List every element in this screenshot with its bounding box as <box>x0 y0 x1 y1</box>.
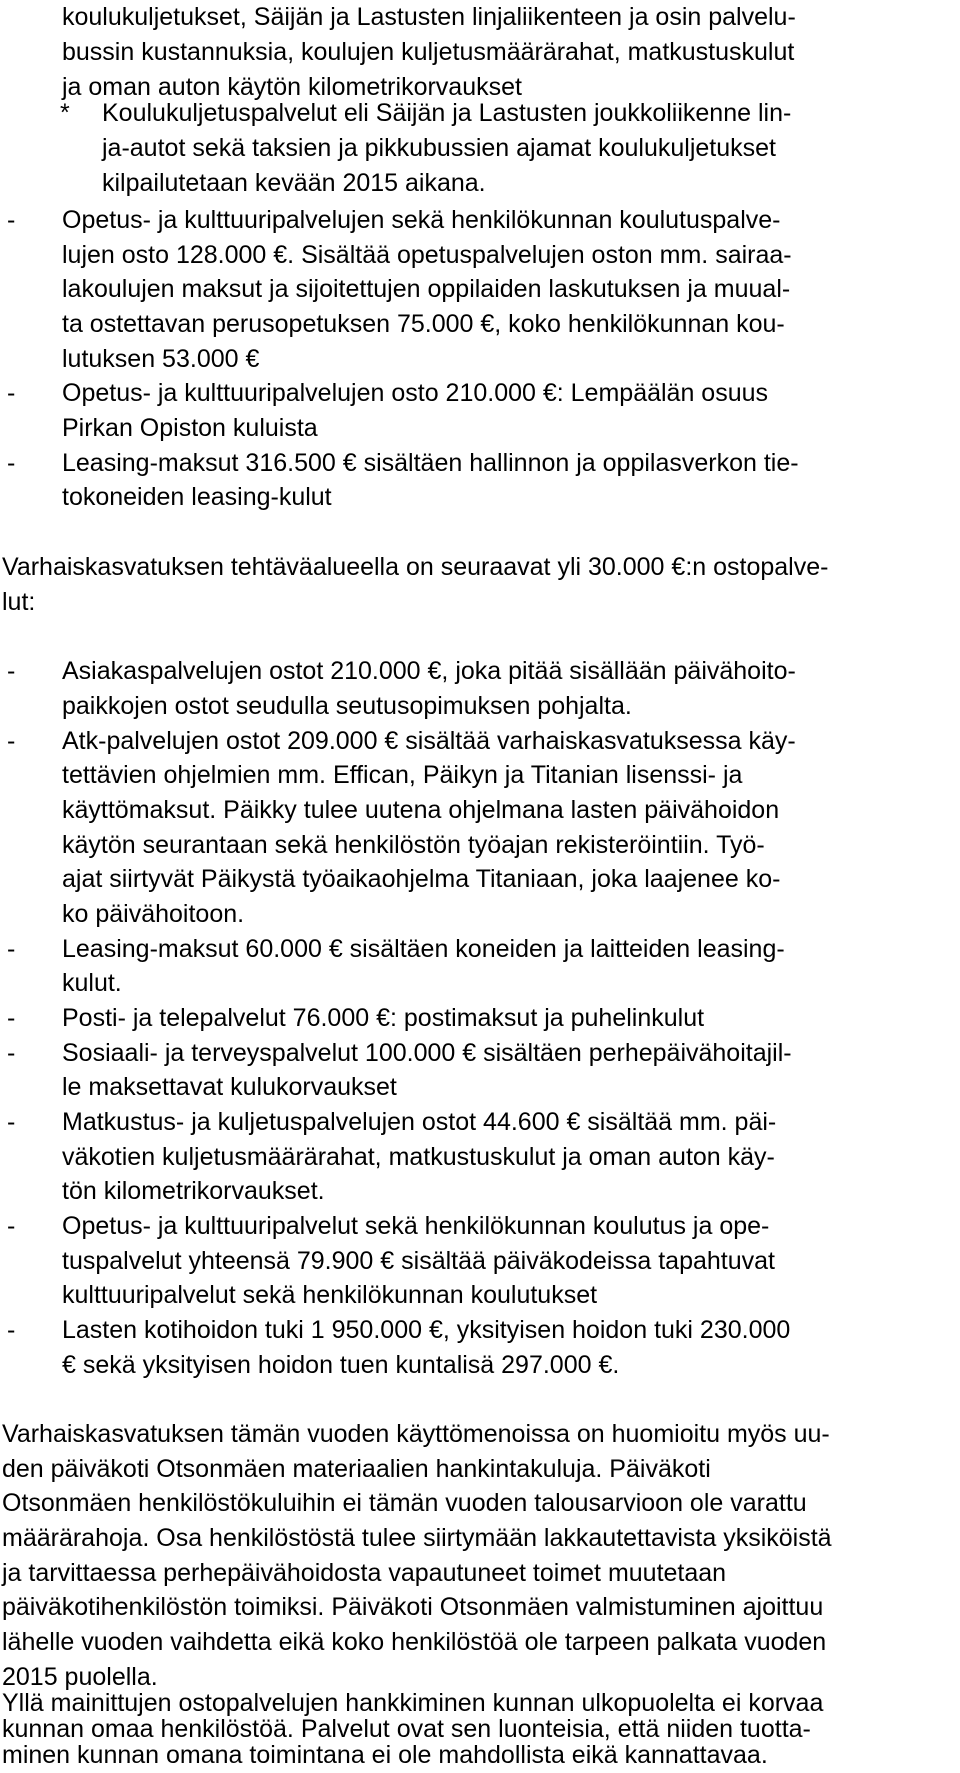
text-line: € sekä yksityisen hoidon tuen kuntalisä 297.000 €. <box>62 1351 620 1379</box>
text-line: tettävien ohjelmien mm. Effican, Päikyn ja Titanian lisenssi- ja <box>62 761 743 789</box>
text-line: lähelle vuoden vaihdetta eikä koko henkilöstöä ole tarpeen palkata vuoden <box>2 1628 827 1656</box>
dash-marker: - <box>7 1039 16 1067</box>
text-line: Pirkan Opiston kuluista <box>62 414 318 442</box>
dash-marker: - <box>7 1316 16 1344</box>
text-line: Opetus- ja kulttuuripalvelujen osto 210.000 €: Lempäälän osuus <box>62 379 769 407</box>
text-line: Matkustus- ja kuljetuspalvelujen ostot 44.600 € sisältää mm. päi- <box>62 1108 777 1136</box>
dash-marker: - <box>7 1212 16 1240</box>
text-line: paikkojen ostot seudulla seutusopimuksen pohjalta. <box>62 692 632 720</box>
text-line: Asiakaspalvelujen ostot 210.000 €, joka pitää sisällään päivähoito- <box>62 657 796 685</box>
text-line: Opetus- ja kulttuuripalvelut sekä henkilökunnan koulutus ja ope- <box>62 1212 770 1240</box>
text-line: Varhaiskasvatuksen tämän vuoden käyttömenoissa on huomioitu myös uu- <box>2 1420 830 1448</box>
text-line: käytön seurantaan sekä henkilöstön työajan rekisteröintiin. Työ- <box>62 831 765 859</box>
text-line: Opetus- ja kulttuuripalvelujen sekä henkilökunnan koulutuspalve- <box>62 206 781 234</box>
text-line: kulut. <box>62 969 122 997</box>
text-line: lut: <box>2 588 36 616</box>
text-line: Varhaiskasvatuksen tehtäväalueella on seuraavat yli 30.000 €:n ostopalve- <box>2 553 829 581</box>
text-line: Leasing-maksut 60.000 € sisältäen koneiden ja laitteiden leasing- <box>62 935 785 963</box>
text-line: lakoulujen maksut ja sijoitettujen oppilaiden laskutuksen ja muual- <box>62 275 791 303</box>
dash-marker: - <box>7 379 16 407</box>
text-line: ja oman auton käytön kilometrikorvaukset <box>62 73 522 101</box>
text-line: Yllä mainittujen ostopalvelujen hankkiminen kunnan ulkopuolelta ei korvaa <box>2 1689 824 1717</box>
text-line: bussin kustannuksia, koulujen kuljetusmäärärahat, matkustuskulut <box>62 38 795 66</box>
text-line: päiväkotihenkilöstön toimiksi. Päiväkoti Otsonmäen valmistuminen ajoittuu <box>2 1593 824 1621</box>
text-line: Lasten kotihoidon tuki 1 950.000 €, yksityisen hoidon tuki 230.000 <box>62 1316 791 1344</box>
text-line: den päiväkoti Otsonmäen materiaalien hankintakuluja. Päiväkoti <box>2 1455 711 1483</box>
dash-marker: - <box>7 206 16 234</box>
text-line: Leasing-maksut 316.500 € sisältäen hallinnon ja oppilasverkon tie- <box>62 449 799 477</box>
text-line: ajat siirtyvät Päikystä työaikaohjelma Titaniaan, joka laajenee ko- <box>62 865 781 893</box>
text-line: Otsonmäen henkilöstökuluihin ei tämän vuoden talousarvioon ole varattu <box>2 1489 807 1517</box>
text-line: kunnan omaa henkilöstöä. Palvelut ovat sen luonteisia, että niiden tuotta- <box>2 1715 811 1743</box>
text-line: 2015 puolella. <box>2 1663 158 1691</box>
text-line: le maksettavat kulukorvaukset <box>62 1073 397 1101</box>
text-line: koulukuljetukset, Säijän ja Lastusten linjaliikenteen ja osin palvelu- <box>62 3 796 31</box>
text-line: ko päivähoitoon. <box>62 900 245 928</box>
text-line: kulttuuripalvelut sekä henkilökunnan koulutukset <box>62 1281 598 1309</box>
dash-marker: - <box>7 935 16 963</box>
text-line: tön kilometrikorvaukset. <box>62 1177 325 1205</box>
asterisk-marker: * <box>60 99 70 127</box>
dash-marker: - <box>7 657 16 685</box>
dash-marker: - <box>7 727 16 755</box>
text-line: kilpailutetaan kevään 2015 aikana. <box>102 169 486 197</box>
text-line: lujen osto 128.000 €. Sisältää opetuspalvelujen oston mm. sairaa- <box>62 241 792 269</box>
text-line: ta ostettavan perusopetuksen 75.000 €, koko henkilökunnan kou- <box>62 310 785 338</box>
dash-marker: - <box>7 1004 16 1032</box>
text-line: väkotien kuljetusmäärärahat, matkustuskulut ja oman auton käy- <box>62 1143 775 1171</box>
text-line: Posti- ja telepalvelut 76.000 €: postimaksut ja puhelinkulut <box>62 1004 705 1032</box>
dash-marker: - <box>7 1108 16 1136</box>
text-line: Koulukuljetuspalvelut eli Säijän ja Lastusten joukkoliikenne lin- <box>102 99 792 127</box>
text-line: tokoneiden leasing-kulut <box>62 483 332 511</box>
text-line: minen kunnan omana toimintana ei ole mahdollista eikä kannattavaa. <box>2 1741 768 1769</box>
text-line: määrärahoja. Osa henkilöstöstä tulee siirtymään lakkautettavista yksiköistä <box>2 1524 832 1552</box>
text-line: lutuksen 53.000 € <box>62 345 260 373</box>
text-line: Sosiaali- ja terveyspalvelut 100.000 € sisältäen perhepäivähoitajil- <box>62 1039 792 1067</box>
dash-marker: - <box>7 449 16 477</box>
text-line: ja-autot sekä taksien ja pikkubussien ajamat koulukuljetukset <box>102 134 776 162</box>
text-line: tuspalvelut yhteensä 79.900 € sisältää päiväkodeissa tapahtuvat <box>62 1247 775 1275</box>
text-line: käyttömaksut. Päikky tulee uutena ohjelmana lasten päivähoidon <box>62 796 780 824</box>
text-line: Atk-palvelujen ostot 209.000 € sisältää varhaiskasvatuksessa käy- <box>62 727 796 755</box>
text-line: ja tarvittaessa perhepäivähoidosta vapautuneet toimet muutetaan <box>2 1559 727 1587</box>
